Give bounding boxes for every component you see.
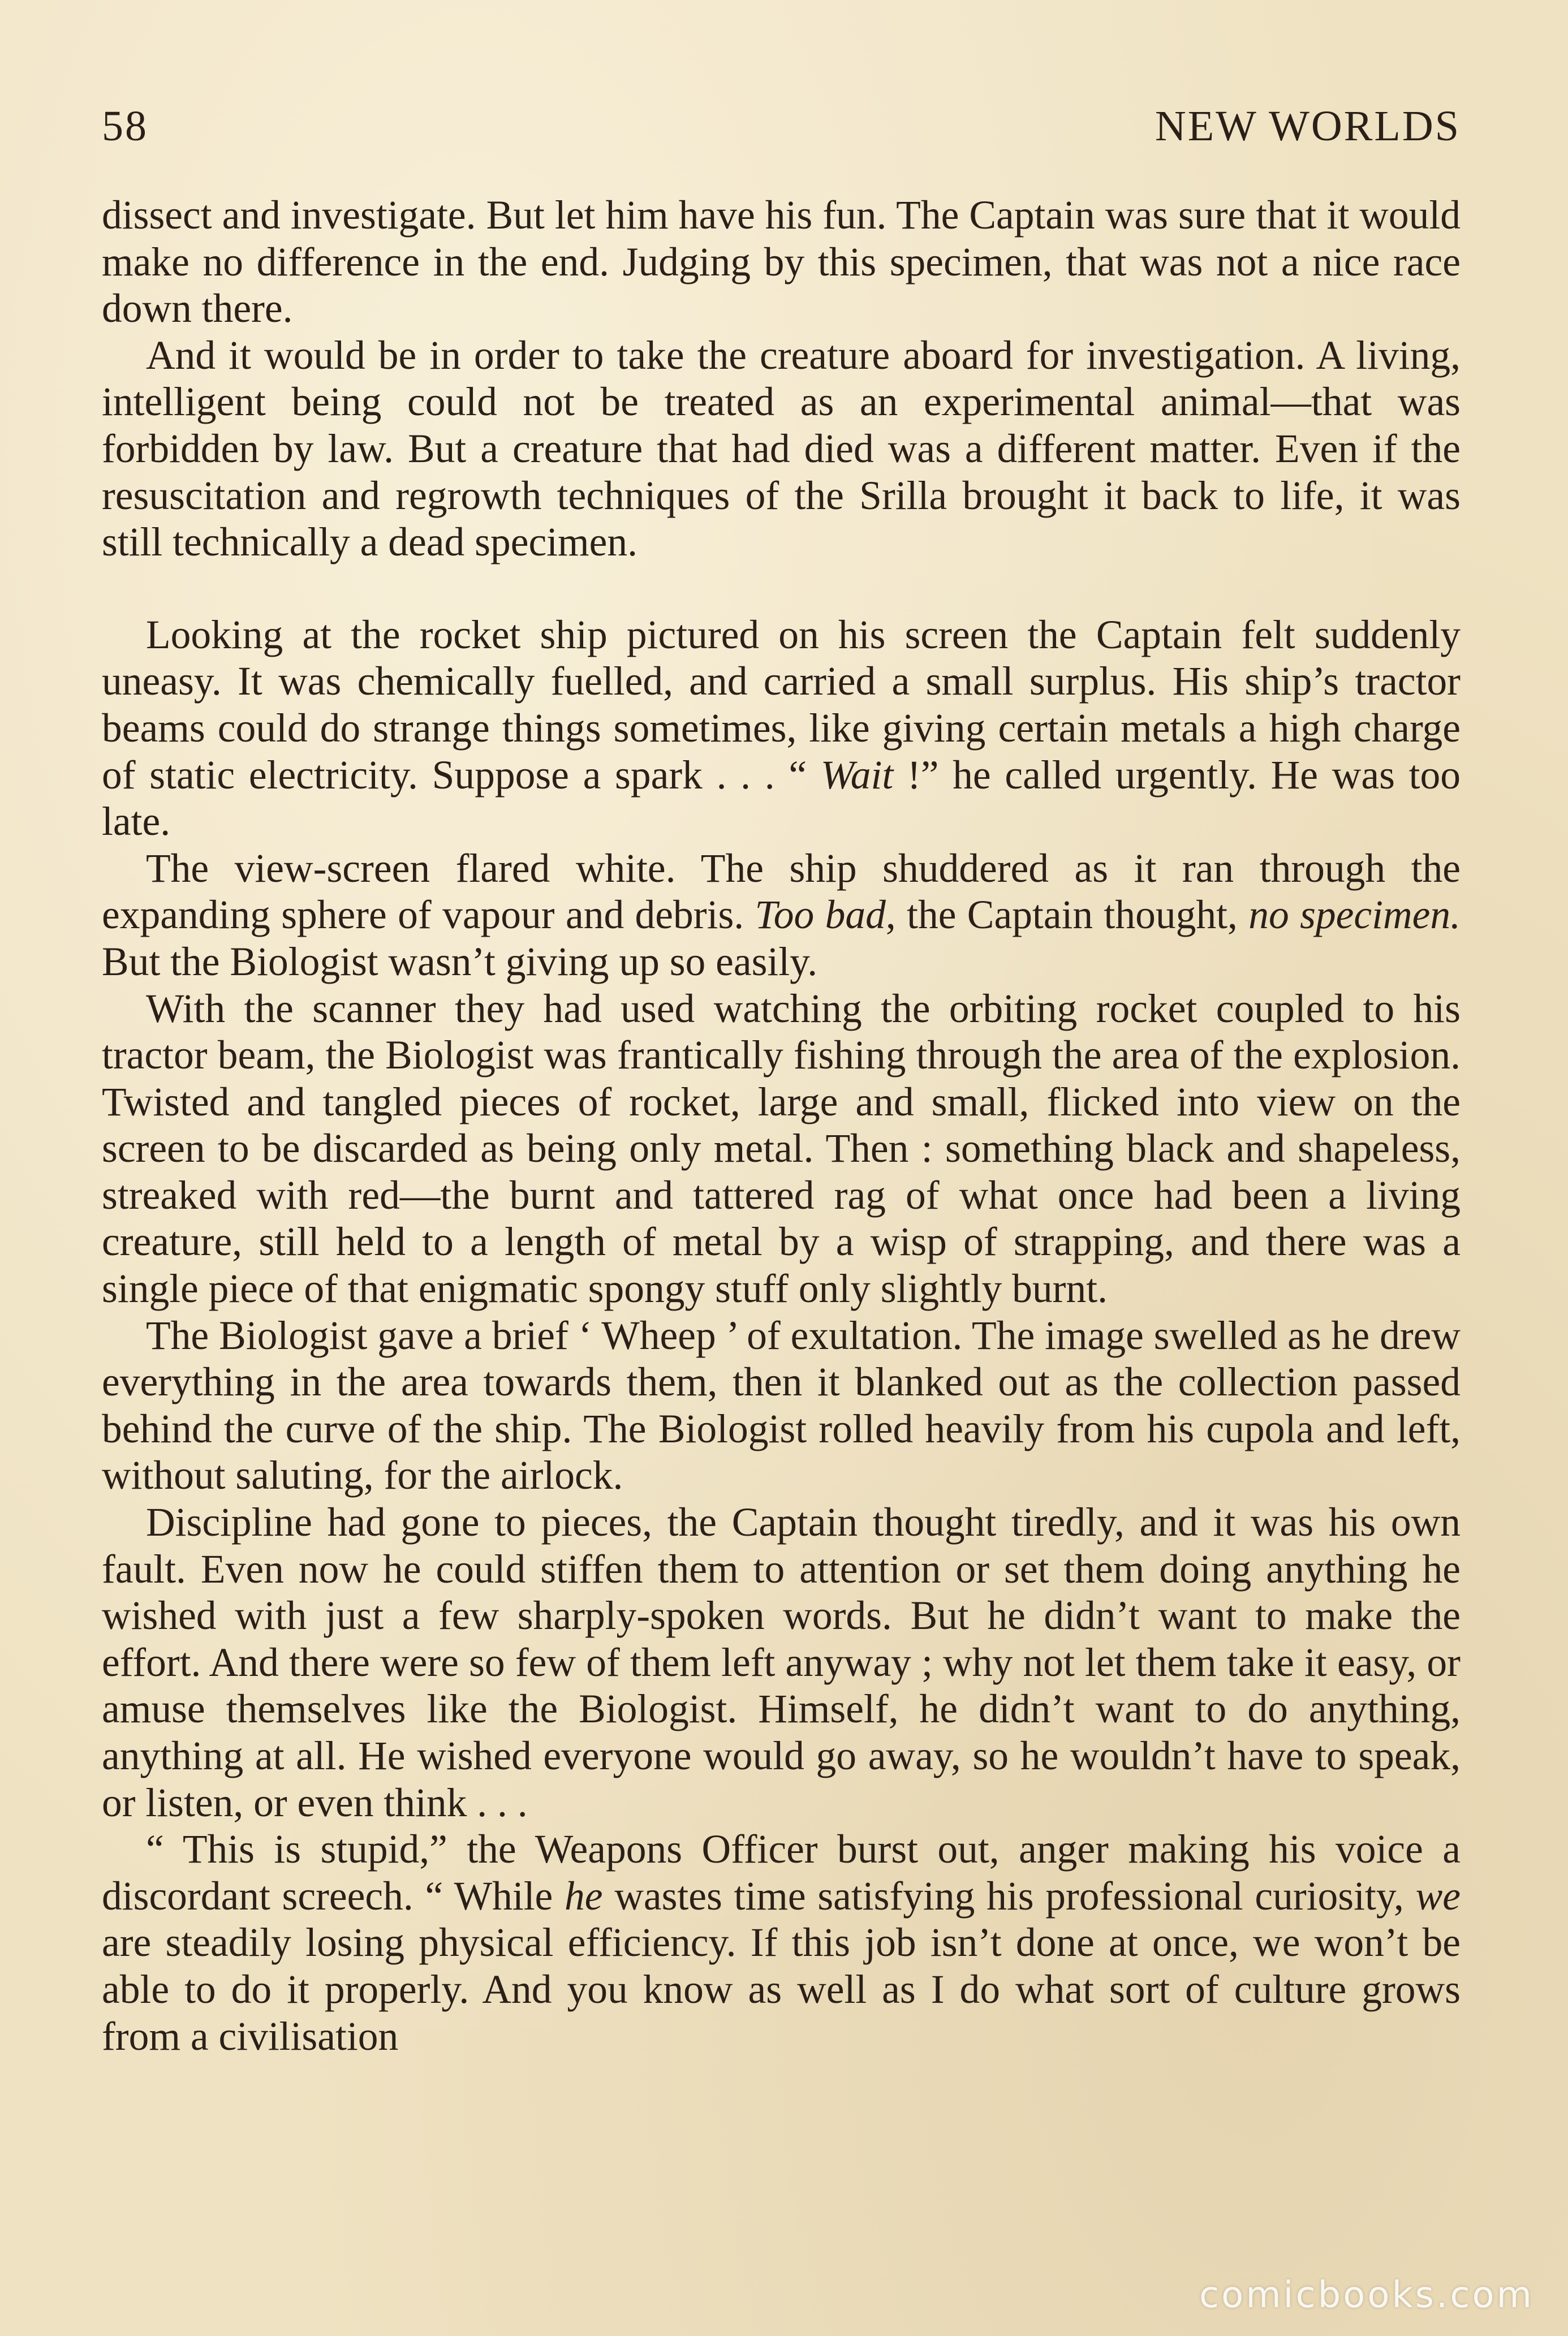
text-run: !” he called urgently. He was too late. [102,752,1461,844]
text-run: Looking at the rocket ship pictured on his screen the Captain felt suddenly uneasy. It was chemically fuelled, and carried a small surplus. His ship’s tractor beams could do strange things sometimes, like giving certain metals a high charge of static electricity. Suppose a spark . . . “ [102,612,1461,798]
text-run: “ This is stupid,” the Weapons Officer burst out, anger making his voice a discordant screech. “ While [102,1827,1461,1919]
italic-text: no specimen. [1248,893,1461,938]
text-run: Discipline had gone to pieces, the Captain thought tiredly, and it was his own fault. Even now he could stiffen them to attention or set them doing anything he wished with just a few sharply-spoken words. But he didn’t want to make the effort. And there were so few of them left anyway ; why not let them take it easy, or amuse themselves like the Biologist. Himself, he didn’t want to do anything, anything at all. He wished everyone would go away, so he wouldn’t have to speak, or listen, or even think . . . [102,1500,1461,1825]
paragraph [102,846,1461,986]
text-run: dissect and investigate. But let him have his fun. The Captain was sure that it would make no difference in the end. Judging by this specimen, that was not a nice race down there. [102,193,1461,331]
body-text [102,192,1461,2060]
italic-text: he [565,1873,603,1919]
watermark: comicbooks.com [1199,2274,1534,2316]
paragraph [102,1499,1461,1826]
paragraph [102,1313,1461,1499]
paragraph [102,986,1461,1313]
text-run: wastes time satisfying his professional curiosity, [602,1873,1416,1919]
text-run: The view-screen flared white. The ship shuddered as it ran through the expanding sphere of vapour and debris. [102,846,1461,938]
running-head: NEW WORLDS [1155,102,1461,150]
text-run: are steadily losing physical efficiency. If this job isn’t done at once, we won’t be able to do it properly. And you know as well as I do what sort of culture grows from a civilisation [102,1920,1461,2059]
italic-text: we [1415,1873,1461,1919]
text-run: The Biologist gave a brief ‘ Wheep ’ of exultation. The image swelled as he drew everything in the area towards them, then it blanked out as the collection passed behind the curve of the ship. The Biologist rolled heavily from his cupola and left, without saluting, for the airlock. [102,1313,1461,1498]
text-run: With the scanner they had used watching the orbiting rocket coupled to his tractor beam, the Biologist was frantically fishing through the area of the explosion. Twisted and tangled pieces of rocket, large and small, flicked into view on the screen to be discarded as being only metal. Then : something black and shapeless, streaked with red—the burnt and tattered rag of what once had been a living creature, still held to a length of metal by a wisp of strapping, and there was a single piece of that enigmatic spongy stuff only slightly burnt. [102,986,1461,1312]
text-run: , the Captain thought, [885,893,1249,938]
paragraph [102,612,1461,846]
paragraph [102,333,1461,566]
paragraph [102,192,1461,333]
text-run: But the Biologist wasn’t giving up so easily. [102,939,818,984]
paragraph [102,1826,1461,2060]
page-number: 58 [102,102,148,150]
page-header [102,102,1461,164]
italic-text: Too bad [755,893,886,938]
italic-text: Wait [820,752,894,798]
text-run: And it would be in order to take the creature aboard for investigation. A living, intelligent being could not be treated as an experimental animal—that was forbidden by law. But a creature that had died was a different matter. Even if the resuscitation and regrowth techniques of the Srilla brought it back to life, it was still technically a dead specimen. [102,333,1461,565]
